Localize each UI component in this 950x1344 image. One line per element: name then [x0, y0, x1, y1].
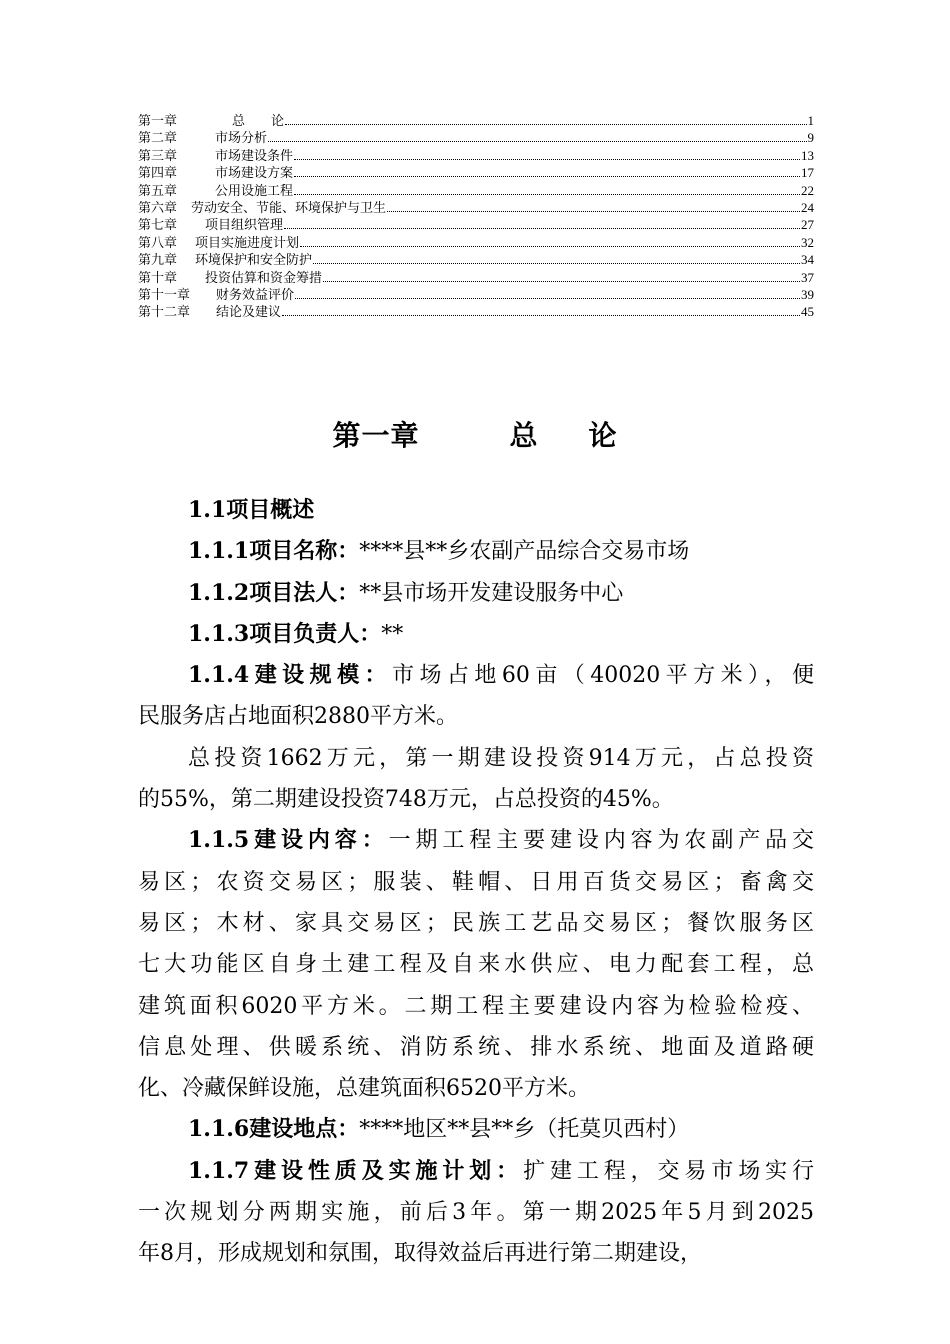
toc-chapter: 第七章 — [138, 218, 178, 234]
toc-leader — [282, 303, 800, 316]
item-nature-line2: 一次规划分两期实施，前后3年。第一期2025年5月到2025 — [138, 1200, 814, 1226]
chapter-heading-label: 第一章 — [332, 419, 420, 452]
toc-title: 环境保护和安全防护 — [195, 253, 313, 269]
toc-chapter: 第五章 — [138, 183, 178, 199]
toc-leader — [294, 164, 800, 177]
toc-entry[interactable] — [138, 112, 814, 129]
item-content-line2: 易区；农资交易区；服装、鞋帽、日用百货交易区；畜禽交 — [138, 869, 814, 895]
toc-title: 结论及建议 — [216, 305, 282, 321]
toc-title: 市场建设条件 — [215, 148, 294, 164]
toc-page-number: 34 — [801, 252, 814, 268]
item-content-line3: 易区；木材、家具交易区；民族工艺品交易区；餐饮服务区 — [138, 910, 814, 936]
toc-chapter: 第六章 — [138, 200, 178, 216]
item-value: **县市场开发建设服务中心 — [359, 580, 624, 606]
toc-entry[interactable] — [138, 199, 814, 216]
toc-title: 市场分析 — [215, 131, 268, 147]
toc-title: 项目实施进度计划 — [195, 235, 300, 251]
table-of-contents — [138, 112, 814, 321]
toc-chapter: 第十一章 — [138, 287, 191, 303]
toc-page-number: 13 — [801, 147, 814, 163]
toc-leader — [313, 251, 800, 264]
toc-chapter: 第九章 — [138, 253, 178, 269]
toc-title: 项目组织管理 — [205, 218, 284, 234]
item-scale-line2: 民服务店占地面积2880平方米。 — [138, 704, 458, 730]
toc-entry[interactable] — [138, 147, 814, 164]
toc-title: 市场建设方案 — [215, 166, 294, 182]
item-value: ****县**乡农副产品综合交易市场 — [359, 539, 690, 565]
toc-leader — [295, 286, 800, 299]
toc-chapter: 第十章 — [138, 270, 178, 286]
item-value: 市场占地60亩（40020平方米），便 — [392, 663, 814, 689]
item-label: 1.1.3项目负责人： — [188, 620, 382, 647]
item-value: 一期工程主要建设内容为农副产品交 — [388, 828, 814, 854]
toc-page-number: 22 — [801, 182, 814, 198]
toc-page-number: 39 — [801, 286, 814, 302]
toc-title: 财务效益评价 — [216, 287, 295, 303]
toc-leader — [323, 269, 800, 282]
toc-leader — [387, 199, 800, 212]
item-nature-line3: 年8月，形成规划和氛围，取得效益后再进行第二期建设， — [138, 1241, 702, 1267]
toc-entry[interactable] — [138, 164, 814, 181]
item-label: 1.1.6建设地点： — [188, 1116, 360, 1143]
toc-leader — [294, 147, 800, 160]
investment-para-line2: 的55%，第二期建设投资748万元，占总投资的45%。 — [138, 787, 674, 813]
toc-leader — [284, 216, 800, 229]
toc-chapter: 第四章 — [138, 166, 178, 182]
item-project-name — [138, 531, 814, 572]
toc-page-number: 24 — [801, 199, 814, 215]
toc-entry[interactable] — [138, 216, 814, 233]
body-text — [138, 490, 814, 1275]
toc-leader — [268, 129, 806, 142]
toc-leader — [294, 182, 800, 195]
toc-entry[interactable] — [138, 251, 814, 268]
item-nature-line1 — [138, 1151, 814, 1192]
toc-entry[interactable] — [138, 269, 814, 286]
toc-entry[interactable] — [138, 182, 814, 199]
item-location — [138, 1109, 814, 1150]
item-label: 1.1.1项目名称： — [188, 538, 360, 565]
chapter-heading-char2: 论 — [588, 419, 618, 452]
item-legal-person — [138, 573, 814, 614]
item-label: 1.1.4建设规模： — [188, 662, 393, 689]
item-content-line5: 建筑面积6020平方米。二期工程主要建设内容为检验检疫、 — [138, 993, 814, 1019]
item-value: ** — [381, 621, 404, 647]
toc-page-number: 45 — [801, 304, 814, 320]
toc-chapter: 第十二章 — [138, 305, 191, 321]
toc-entry[interactable] — [138, 286, 814, 303]
item-content-line7: 化、冷藏保鲜设施，总建筑面积6520平方米。 — [138, 1076, 590, 1102]
toc-entry[interactable] — [138, 303, 814, 320]
item-label: 1.1.7建设性质及实施计划： — [188, 1157, 524, 1184]
item-content-line6: 信息处理、供暖系统、消防系统、排水系统、地面及道路硬 — [138, 1034, 814, 1060]
item-content-line1 — [138, 820, 814, 861]
toc-entry[interactable] — [138, 129, 814, 146]
section-title: 1.1项目概述 — [188, 497, 315, 523]
toc-chapter: 第三章 — [138, 148, 178, 164]
investment-para-line1: 总投资1662万元，第一期建设投资914万元，占总投资 — [188, 745, 814, 771]
item-scale-line1 — [138, 655, 814, 696]
item-project-leader — [138, 614, 814, 655]
item-label: 1.1.5建设内容： — [188, 827, 389, 854]
item-value: ****地区**县**乡（托莫贝西村） — [359, 1117, 690, 1143]
item-label: 1.1.2项目法人： — [188, 579, 360, 606]
toc-page-number: 1 — [807, 113, 814, 128]
toc-chapter: 第一章 — [138, 114, 178, 129]
toc-page-number: 9 — [807, 130, 814, 146]
item-value: 扩建工程，交易市场实行 — [523, 1158, 814, 1184]
item-content-line4: 七大功能区自身土建工程及自来水供应、电力配套工程，总 — [138, 952, 814, 978]
toc-leader — [285, 112, 806, 125]
toc-title: 公用设施工程 — [215, 183, 294, 199]
toc-title: 总 论 — [232, 114, 285, 129]
toc-page-number: 27 — [801, 217, 814, 233]
toc-page-number: 17 — [801, 165, 814, 181]
chapter-heading — [0, 414, 950, 454]
toc-chapter: 第八章 — [138, 235, 178, 251]
toc-leader — [300, 234, 800, 247]
toc-entry[interactable] — [138, 234, 814, 251]
toc-chapter: 第二章 — [138, 131, 178, 147]
chapter-heading-char1: 总 — [509, 419, 539, 452]
toc-title: 投资估算和资金筹措 — [205, 270, 323, 286]
toc-page-number: 32 — [801, 234, 814, 250]
toc-page-number: 37 — [801, 269, 814, 285]
toc-title: 劳动安全、节能、环境保护与卫生 — [191, 200, 387, 216]
